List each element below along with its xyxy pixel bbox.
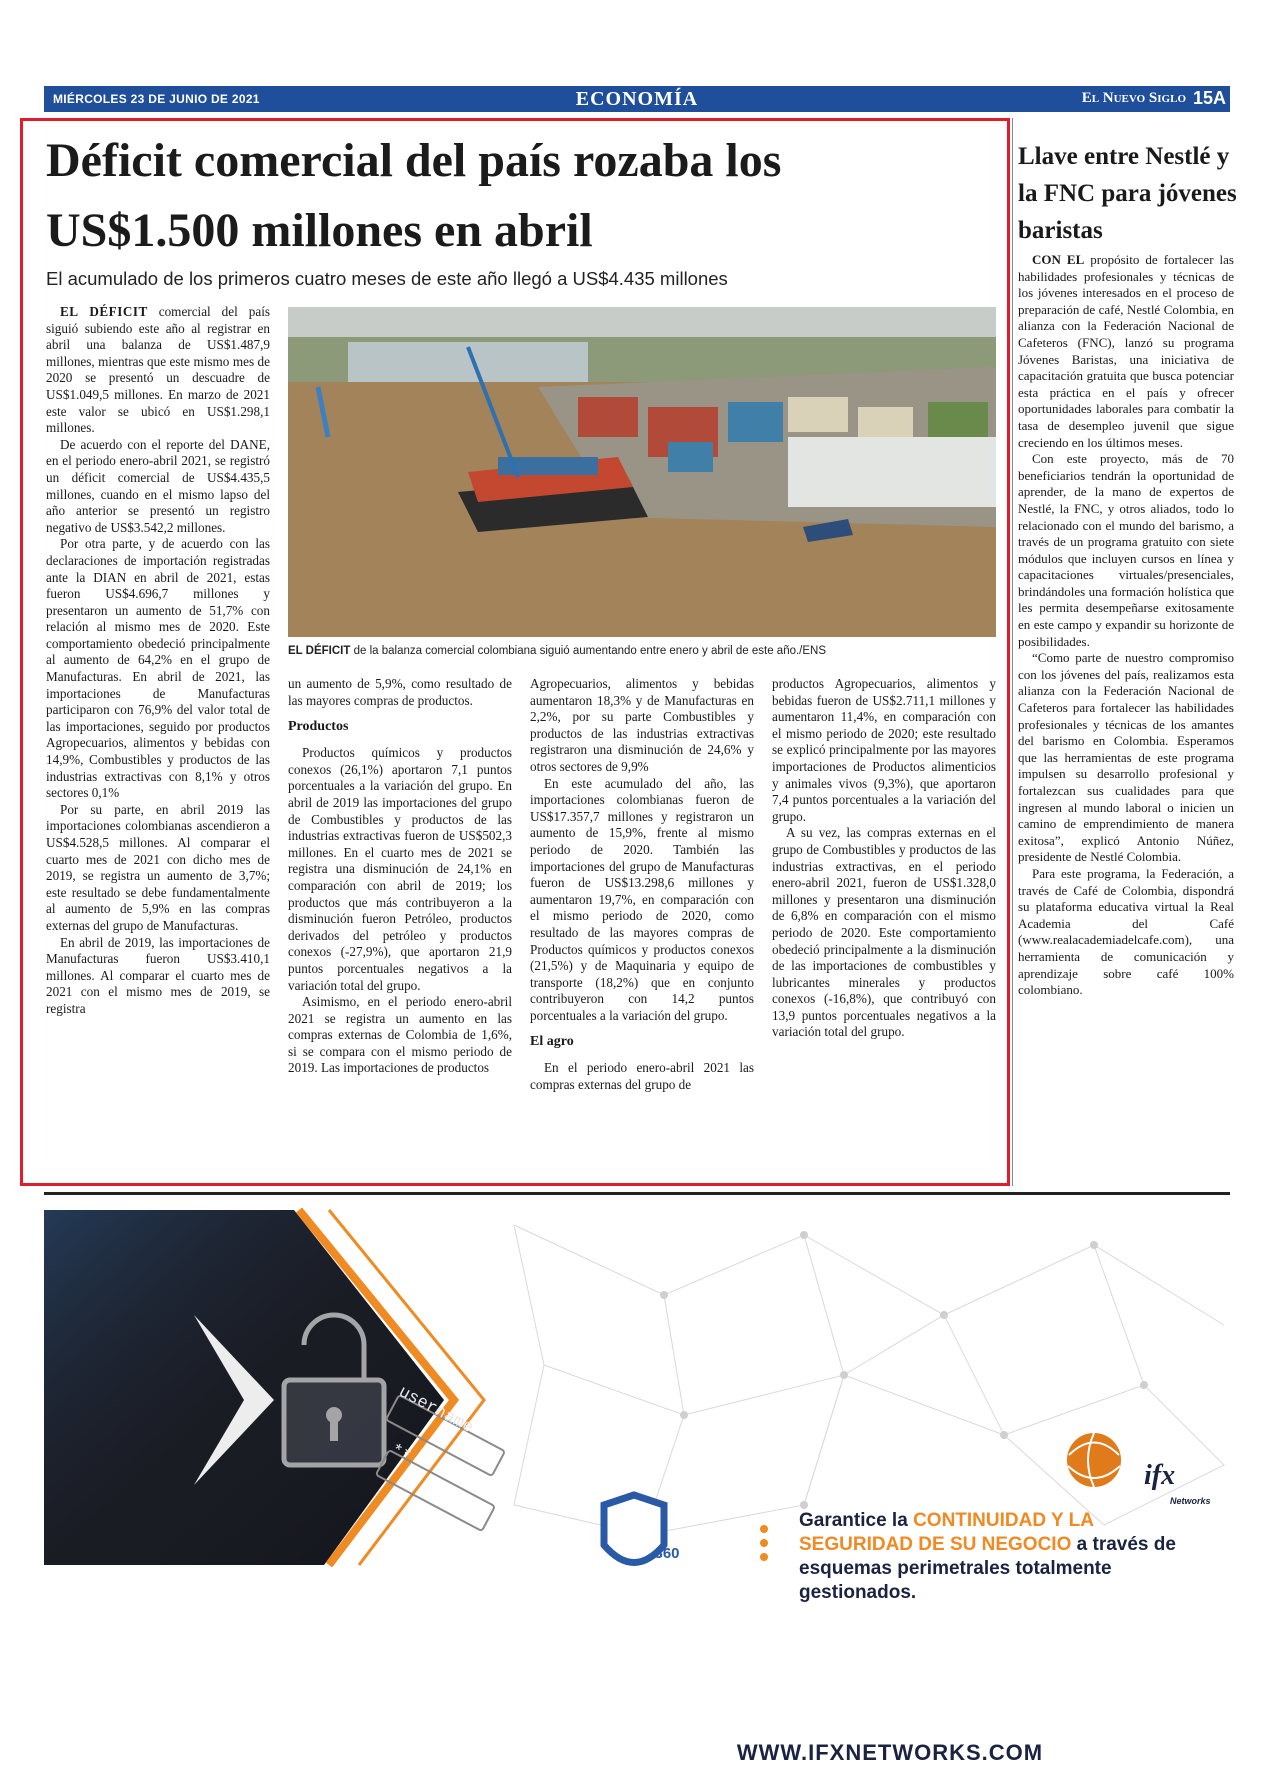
page-number: 15A <box>1192 88 1226 108</box>
tagline-suffix: a través de esquemas perimetrales totalmente gestionados. <box>799 1534 1176 1603</box>
article-paragraph: A su vez, las compras externas en el grupo de Combustibles y productos de las industrias extractivas, en el periodo enero-abril 2021, fueron de US$1.328,0 millones y presentaron una disminución de 6,8% en comparación con el mismo periodo de 2020. Este comportamiento obedeció principalmente a la disminución de las importaciones de combustibles y lubricantes minerales y productos conexos (-16,8%), que contribuyó con 13,9 puntos porcentuales negativos a la variación total del grupo. <box>772 825 996 1040</box>
subheading-el-agro: El agro <box>530 1034 574 1050</box>
article-paragraph: En el periodo enero-abril 2021 las compras externas del grupo de <box>530 1060 754 1093</box>
subheading-productos: Productos <box>288 719 349 735</box>
caption-text: de la balanza comercial colombiana siguió aumentando entre enero y abril de este año./ENS <box>350 645 827 657</box>
issue-date: MIÉRCOLES 23 DE JUNIO DE 2021 <box>53 92 260 106</box>
paragraph-text: propósito de fortalecer las habilidades profesionales y técnicas de los jóvenes interesados en el proceso de preparación de café, Nestlé Colombia, en alianza con la Federación Nacional de Cafeteros (FNC), lanzó su programa Jóvenes Baristas, una iniciativa de capacitación gratuita que busca potenciar esta práctica en el país y ofrecer oportunidades laborales para combatir la tasa de desempleo juvenil que sigue creciendo en los últimos meses. <box>1018 252 1234 450</box>
ifx-logo-wordmark: ifx <box>1144 1460 1176 1491</box>
article-paragraph: Productos químicos y productos conexos (26,1%) aportaron 7,1 puntos porcentuales a la variación del grupo. En abril de 2019 las importaciones del grupo de Combustibles y productos de las industrias extractivas fueron de US$502,3 millones. En el cuarto mes de 2021 se registra una disminución de 24,1% en comparación con abril de 2019; los productos que más contribuyeron a la disminución fueron Petróleo, productos derivados del petróleo y productos conexos (-27,9%), que aportaron 21,9 puntos porcentuales negativos a la variación total del grupo. <box>288 745 512 993</box>
article-headline: Déficit comercial del país rozaba los US$1.500 millones en abril <box>46 134 782 257</box>
paragraph-text: comercial del país siguió subiendo este año al registrar en abril una balanza de US$1.487,9 millones, mientras que este mismo mes de 2020 se presentó un descuadre de US$1.049,5 millones. En marzo de 2021 este valor se ubicó en US$1.298,1 millones. <box>46 304 270 436</box>
username-field-label: username <box>395 1383 477 1439</box>
side-paragraph: Con este proyecto, más de 70 beneficiarios tendrán la oportunidad de aprender, de la mano de expertos de Nestlé, la FNC, y otros aliados, todo lo relacionado con el mundo del barismo, a través de un programa gratuito con siete módulos que incluyen cursos en línea y capacitaciones virtuales/presenciales, brindándoles una formación holística que les permita desempeñarse exitosamente en este campo y expandir su horizonte de posibilidades. <box>1018 451 1234 649</box>
badge-number: 360 <box>654 1545 680 1562</box>
article-paragraph: Por otra parte, y de acuerdo con las declaraciones de importación registradas ante la DIAN en abril de 2021, estas fueron US$4.696,7 millones y presentaron un aumento de 51,7% con relación al mismo mes de 2020. Este comportamiento obedeció principalmente al aumento de 64,2% en el grupo de Manufacturas. En abril de 2021, las importaciones de Manufacturas participaron con 76,9% del valor total de las importaciones, seguido por productos Agropecuarios, alimentos y bebidas con 14,9%, Combustibles y productos de las industrias extractivas con 8,1% y otros sectores 0,1% <box>46 536 270 801</box>
column-divider <box>1012 118 1013 1186</box>
article-paragraph: En abril de 2019, las importaciones de Manufacturas fueron US$3.410,1 millones. Al comparar el cuarto mes de 2021 con el mismo mes de 2019, se registra <box>46 934 270 1016</box>
side-paragraph: Para este programa, la Federación, a través de Café de Colombia, dispondrá su plataforma educativa virtual la Real Academia del Café (www.realacademiadelcafe.com), una herramienta de comunicación y aprendizaje sobre café 100% colombiano. <box>1018 865 1234 998</box>
side-lead-in: CON EL <box>1032 252 1085 267</box>
password-field-label: ** <box>387 1441 415 1468</box>
port-photo-illustration <box>288 307 996 637</box>
page-header-bar <box>44 86 1230 112</box>
article-paragraph: Agropecuarios, alimentos y bebidas aumentaron 18,3% y de Manufacturas en 2,2%, por su parte Combustibles y productos de las industrias extractivas registraron una disminución de 24,6% y otros sectores de 9,9% <box>530 676 754 774</box>
side-paragraph <box>1018 252 1234 451</box>
article-column-1 <box>46 304 270 1018</box>
side-article-body <box>1018 252 1234 999</box>
article-paragraph: De acuerdo con el reporte del DANE, en el periodo enero-abril 2021, se registró un déficit comercial de US$4.435,5 millones, cuando en el mismo lapso del año anterior se presentó un registro negativo de US$3.542,2 millones. <box>46 436 270 535</box>
ad-tagline <box>799 1509 1199 1605</box>
article-column-4 <box>772 676 996 1041</box>
caption-lead: EL DÉFICIT <box>288 645 351 657</box>
ad-url[interactable]: WWW.IFXNETWORKS.COM <box>736 1740 1044 1765</box>
article-column-2 <box>288 676 512 1077</box>
article-paragraph: Asimismo, en el periodo enero-abril 2021 se registra un aumento en las compras externas de Colombia de 1,6%, si se compara con el mismo periodo de 2019. Las importaciones de productos <box>288 994 512 1076</box>
port-photo <box>288 307 996 637</box>
side-paragraph: “Como parte de nuestro compromiso con los jóvenes del país, realizamos esta alianza con la Federación Nacional de Cafeteros para fortalecer las habilidades profesionales y técnicas de los amantes del barismo en Colombia. Esperamos que las herramientas de este programa impulsen su desarrollo profesional y fortalezcan sus cualidades para que ingresen al mundo laboral o inicien un camino de emprendimiento de manera exitosa”, explicó Antonio Núñez, presidente de Nestlé Colombia. <box>1018 650 1234 865</box>
lead-in: EL DÉFICIT <box>60 304 148 319</box>
newspaper-brand: El Nuevo Siglo <box>1081 90 1186 106</box>
ifx-logo-sub: Networks <box>1170 1496 1211 1506</box>
article-paragraph <box>46 304 270 437</box>
section-title: ECONOMÍA <box>575 88 699 110</box>
tagline-highlight: CONTINUIDAD Y LA SEGURIDAD DE SU NEGOCIO <box>799 1510 1094 1555</box>
ifx-globe-logo <box>1067 1433 1121 1487</box>
article-paragraph: Por su parte, en abril 2019 las importaciones colombianas ascendieron a US$4.528,5 millones. Al comparar el cuarto mes de 2021 con dicho mes de 2019, se registra un aumento de 3,7%; este resultado se debe fundamentalmente al aumento de 5,9% en las compras externas del grupo de Manufacturas. <box>46 801 270 933</box>
ad-divider <box>44 1192 1230 1195</box>
article-paragraph: En este acumulado del año, las importaciones colombianas fueron de US$17.357,7 millones y registraron un aumento de 15,9%, frente al mismo periodo de 2020. También las importaciones del grupo de Manufacturas fueron de US$13.298,6 millones y aumentaron 19,7%, en comparación con el mismo periodo de 2020, como resultado de las mayores compras de Productos químicos y productos conexos (21,5%) y de Maquinaria y equipo de transporte (18,2%) que en conjunto contribuyeron con 14,2 puntos porcentuales a la variación del grupo. <box>530 775 754 1023</box>
side-article-headline: Llave entre Nestlé y la FNC para jóvenes baristas <box>1018 143 1237 244</box>
tagline-prefix: Garantice la <box>799 1510 914 1531</box>
article-paragraph: productos Agropecuarios, alimentos y bebidas fueron de US$2.711,1 millones y aumentaron 11,4%, en comparación con el mismo periodo de 2020; este resultado se explicó principalmente por las mayores importaciones de Productos alimenticios y animales vivos (9,3%), que aportaron 7,4 puntos porcentuales a la variación del grupo. <box>772 676 996 824</box>
article-paragraph: un aumento de 5,9%, como resultado de las mayores compras de productos. <box>288 676 512 708</box>
article-column-3 <box>530 676 754 1094</box>
photo-caption <box>288 645 996 657</box>
article-subhead: El acumulado de los primeros cuatro meses de este año llegó a US$4.435 millones <box>46 268 728 289</box>
